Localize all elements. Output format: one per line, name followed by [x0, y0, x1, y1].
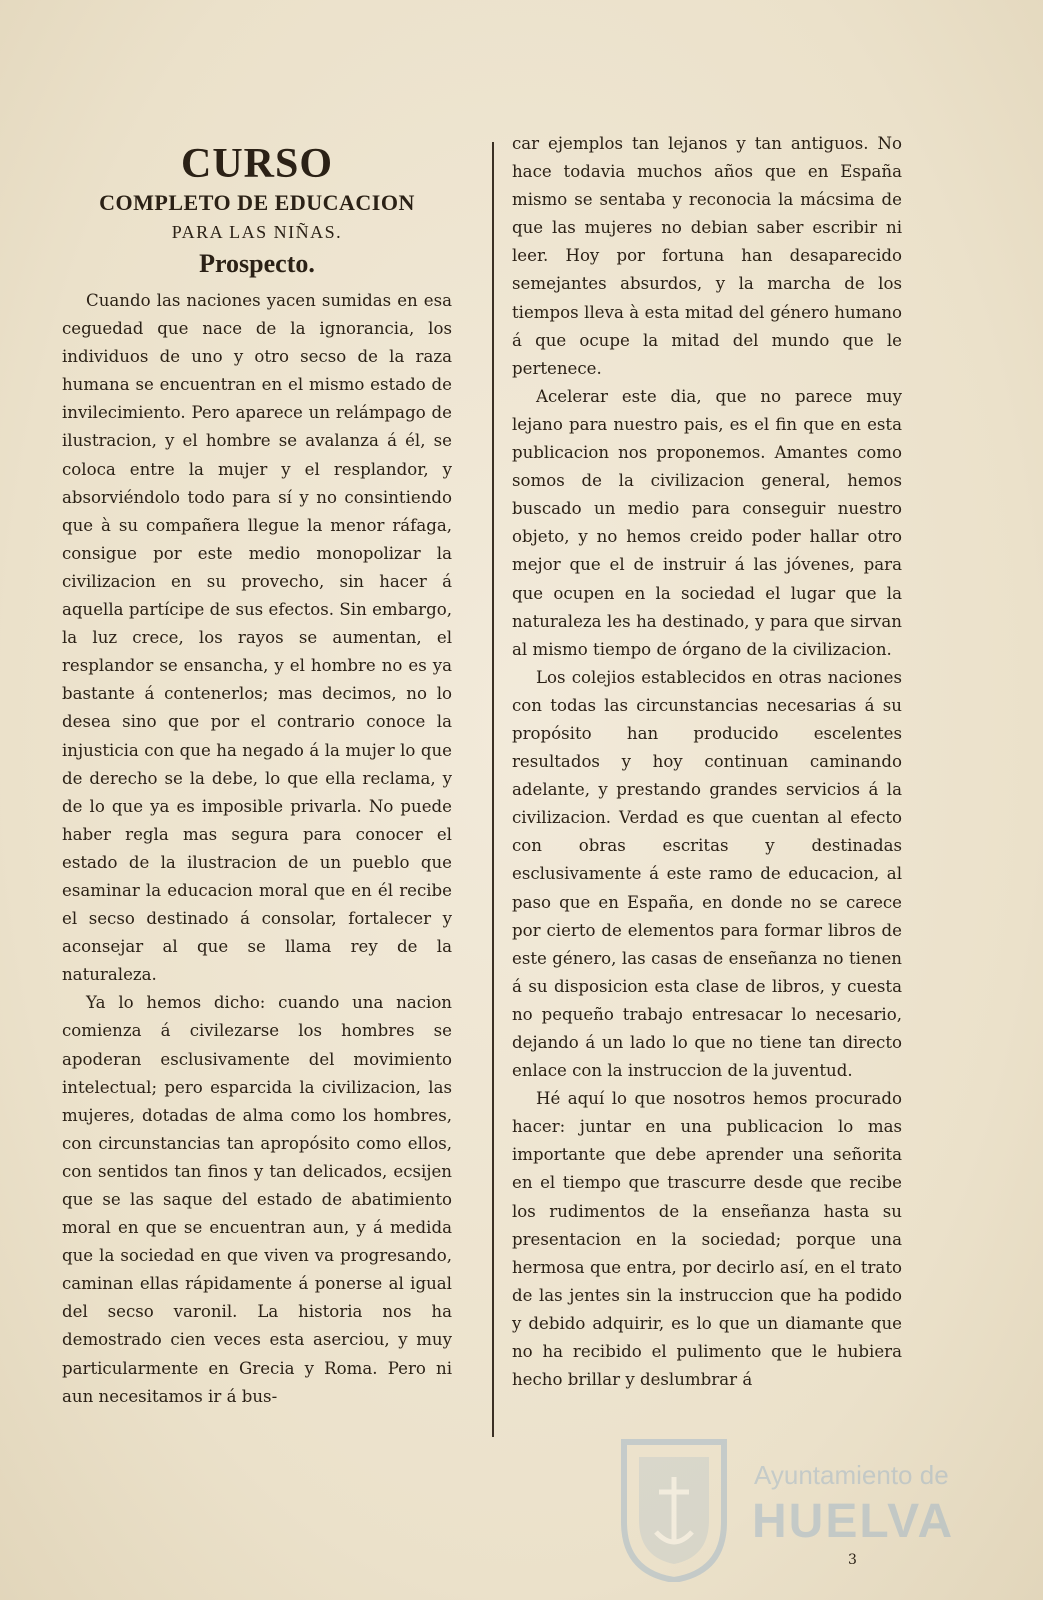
- paragraph: Hé aquí lo que nosotros hemos procurado hacer: juntar en una publicacion lo mas importante que debe aprender una señorita en el tiempo que trascurre desde que recibe los rudimentos de la enseñanza hasta su presentacion en la sociedad; porque una hermosa que entra, por decirlo así, en el trato de las jentes sin la instruccion que ha podido y debido adquirir, es lo que un diamante que no ha recibido el pulimento que le hubiera hecho brillar y deslumbrar á: [512, 1089, 902, 1390]
- column-divider: [492, 142, 494, 1437]
- document-subtitle-line: PARA LAS NIÑAS.: [171, 222, 343, 242]
- watermark-line2: HUELVA: [752, 1495, 955, 1548]
- document-title: CURSO: [180, 141, 334, 187]
- watermark-line1: Ayuntamiento de: [754, 1460, 949, 1490]
- watermark-logo: [614, 1432, 974, 1582]
- section-heading: Prospecto.: [199, 249, 315, 278]
- paragraph: Ya lo hemos dicho: cuando una nacion comienza á civilezarse los hombres se apoderan esclusivamente del movimiento intelectual; pero esparcida la civilizacion, las mujeres, dotadas de alma como los hombres, con circunstancias tan apropósito como ellos, con sentidos tan finos y tan delicados, ecsijen que se las saque del estado de abatimiento moral en que se encuentran aun, y á medida que la sociedad en que viven va progresando, caminan ellas rápidamente á ponerse al igual del secso varonil. La historia nos ha demostrado cien veces esta aserciou, y muy particularmente en Grecia y Roma. Pero ni aun necesitamos ir á bus-: [62, 993, 452, 1406]
- right-column: [512, 130, 902, 1394]
- page-number: 3: [848, 1552, 857, 1568]
- paragraph: Los colejios establecidos en otras naciones con todas las circunstancias necesarias á su propósito han producido escelentes resultados y hoy continuan caminando adelante, y prestando grandes servicios á la civilizacion. Verdad es que cuentan al efecto con obras escritas y destinadas esclusivamente á este ramo de educacion, al paso que en España, en donde no se carece por cierto de elementos para formar libros de este género, las casas de enseñanza no tienen á su disposicion esta clase de libros, y cuesta no pequeño trabajo entresacar lo necesario, dejando á un lado lo que no tiene tan directo enlace con la instruccion de la juventud.: [512, 667, 902, 1081]
- paragraph: Cuando las naciones yacen sumidas en esa ceguedad que nace de la ignorancia, los individuos de uno y otro secso de la raza humana se encuentran en el mismo estado de invilecimiento. Pero aparece un relámpago de ilustracion, y el hombre se avalanza á él, se coloca entre la mujer y el resplandor, y absorviéndolo todo para sí y no consintiendo que à su compañera llegue la menor ráfaga, consigue por este medio monopolizar la civilizacion en su provecho, sin hacer á aquella partícipe de sus efectos. Sin embargo, la luz crece, los rayos se aumentan, el resplandor se ensancha, y el hombre no es ya bastante á contenerlos; mas decimos, no lo desea sino que por el contrario conoce la injusticia con que ha negado á la mujer lo que de derecho se la debe, lo que ella reclama, y de lo que ya es imposible privarla. No puede haber regla mas segura para conocer el estado de la ilustracion de un pueblo que esaminar la educacion moral que en él recibe el secso destinado á consolar, fortalecer y aconsejar al que se llama rey de la naturaleza.: [62, 291, 452, 985]
- document-subtitle: COMPLETO DE EDUCACION: [99, 190, 415, 215]
- paragraph: car ejemplos tan lejanos y tan antiguos. No hace todavia muchos años que en España mismo se sentaba y reconocia la mácsima de que las mujeres no debian saber escribir ni leer. Hoy por fortuna han desaparecido semejantes absurdos, y la marcha de los tiempos lleva à esta mitad del género humano á que ocupe la mitad del mundo que le pertenece.: [512, 134, 902, 378]
- paragraph: Acelerar este dia, que no parece muy lejano para nuestro pais, es el fin que en esta publicacion nos proponemos. Amantes como somos de la civilizacion general, hemos buscado un medio para conseguir nuestro objeto, y no hemos creido poder hallar otro mejor que el de instruir á las jóvenes, para que ocupen en la sociedad el lugar que la naturaleza les ha destinado, y para que sirvan al mismo tiempo de órgano de la civilizacion.: [512, 386, 902, 659]
- left-column: [62, 130, 452, 1411]
- shield-icon: [614, 1432, 734, 1582]
